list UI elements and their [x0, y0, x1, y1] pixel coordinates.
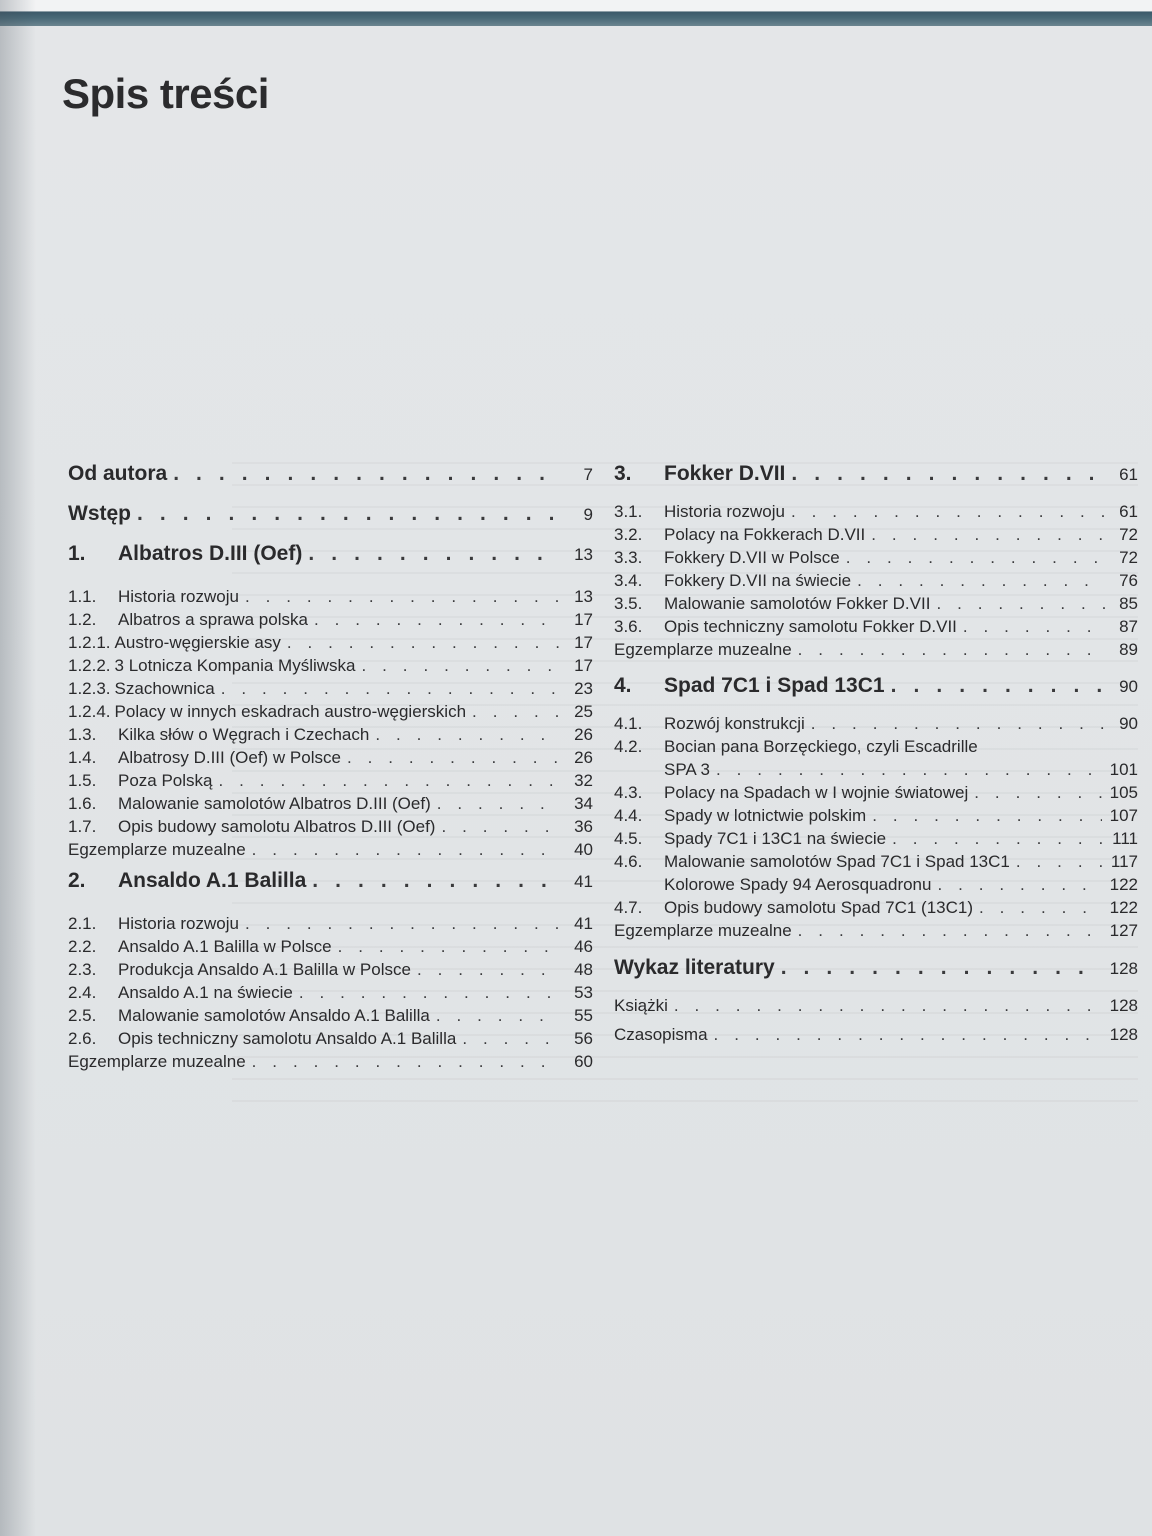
- dot-leader: [219, 771, 562, 791]
- dot-leader: [462, 1029, 561, 1049]
- section-number: 3.4.: [614, 571, 643, 590]
- toc-section: [614, 829, 1138, 852]
- dot-leader: [791, 462, 1106, 486]
- section-number: 2.5.: [68, 1006, 97, 1025]
- section-number: 4.6.: [614, 852, 643, 871]
- dot-leader: [811, 714, 1106, 734]
- toc-page-number: 23: [574, 679, 593, 698]
- dot-leader: [674, 996, 1102, 1016]
- toc-page-number: 32: [574, 771, 593, 790]
- toc-section: [68, 587, 593, 610]
- toc-page-number: 60: [574, 1052, 593, 1071]
- section-title: Polacy w innych eskadrach austro-węgierskich: [114, 702, 467, 721]
- section-number: 1.4.: [68, 748, 97, 767]
- section-title: Ansaldo A.1 na świecie: [118, 983, 293, 1002]
- section-title: Kilka słów o Węgrach i Czechach: [118, 725, 370, 744]
- dot-leader: [173, 462, 561, 486]
- toc-museum-entry: [614, 921, 1138, 944]
- toc-subsection: [614, 875, 1138, 898]
- dot-leader: [857, 571, 1106, 591]
- dot-leader: [245, 587, 561, 607]
- toc-page-number: 17: [574, 610, 593, 629]
- dot-leader: [936, 594, 1106, 614]
- toc-page-number: 105: [1109, 783, 1138, 802]
- dot-leader: [979, 898, 1102, 918]
- toc-page-number: 61: [1119, 465, 1138, 484]
- dot-leader: [375, 725, 561, 745]
- toc-page-number: 9: [583, 505, 593, 524]
- section-title: Fokkery D.VII w Polsce: [664, 548, 840, 567]
- section-title: Historia rozwoju: [664, 502, 785, 521]
- section-title: Produkcja Ansaldo A.1 Balilla w Polsce: [118, 960, 411, 979]
- toc-chapter-2: [68, 869, 593, 903]
- toc-page-number: 36: [574, 817, 593, 836]
- section-title: Opis budowy samolotu Albatros D.III (Oef): [118, 817, 436, 836]
- page-gutter-shadow: [0, 0, 36, 1536]
- toc-section: [68, 771, 593, 794]
- subsection-title: Kolorowe Spady 94 Aerosquadronu: [664, 875, 932, 894]
- toc-entry-literature: [614, 956, 1138, 990]
- toc-section: [614, 737, 1138, 760]
- section-title: Polacy na Fokkerach D.VII: [664, 525, 866, 544]
- section-title: Spady w lotnictwie polskim: [664, 806, 867, 825]
- section-title: Opis techniczny samolotu Ansaldo A.1 Balilla: [118, 1029, 457, 1048]
- section-number: 4.2.: [614, 737, 643, 756]
- toc-section: [68, 748, 593, 771]
- section-number: 3.5.: [614, 594, 643, 613]
- chapter-number: 4.: [614, 674, 632, 697]
- section-number: 2.4.: [68, 983, 97, 1002]
- toc-page-number: 26: [574, 725, 593, 744]
- section-number: 1.5.: [68, 771, 97, 790]
- toc-section: [614, 502, 1138, 525]
- dot-leader: [347, 748, 561, 768]
- dot-leader: [437, 794, 561, 814]
- section-title: Austro-węgierskie asy: [114, 633, 281, 652]
- section-title-line-2: SPA 3: [664, 760, 710, 779]
- toc-museum-entry: [614, 640, 1138, 663]
- section-title-line-1: Bocian pana Borzęckiego, czyli Escadrille: [664, 737, 978, 756]
- chapter-title: Albatros D.III (Oef): [118, 542, 303, 565]
- toc-section: [614, 525, 1138, 548]
- toc-page-number: 127: [1109, 921, 1138, 940]
- toc-page-number: 56: [574, 1029, 593, 1048]
- dot-leader: [287, 633, 561, 653]
- section-number: 2.6.: [68, 1029, 97, 1048]
- section-number: 3.6.: [614, 617, 643, 636]
- section-number: 4.7.: [614, 898, 643, 917]
- page-top-edge: [0, 0, 1152, 26]
- journals-label: Czasopisma: [614, 1025, 708, 1044]
- toc-page-number: 25: [574, 702, 593, 721]
- toc-section-continuation: [614, 760, 1138, 783]
- section-title: Poza Polską: [118, 771, 213, 790]
- section-number: 1.2.1.: [68, 633, 111, 652]
- section-number: 4.5.: [614, 829, 643, 848]
- dot-leader: [436, 1006, 561, 1026]
- toc-section: [68, 610, 593, 633]
- toc-page-number: 90: [1119, 714, 1138, 733]
- toc-section: [614, 594, 1138, 617]
- toc-page-number: 72: [1119, 525, 1138, 544]
- section-title: Opis techniczny samolotu Fokker D.VII: [664, 617, 957, 636]
- dot-leader: [937, 875, 1101, 895]
- section-title: Rozwój konstrukcji: [664, 714, 805, 733]
- dot-leader: [362, 656, 562, 676]
- section-number: 2.3.: [68, 960, 97, 979]
- toc-page-number: 13: [574, 587, 593, 606]
- toc-entry-label: Wstęp: [68, 502, 131, 525]
- toc-chapter-1: [68, 542, 593, 576]
- chapter-number: 2.: [68, 869, 86, 892]
- toc-page-number: 7: [583, 465, 593, 484]
- toc-page-number: 85: [1119, 594, 1138, 613]
- dot-leader: [338, 937, 561, 957]
- toc-page-number: 128: [1109, 959, 1138, 978]
- toc-page-number: 87: [1119, 617, 1138, 636]
- dot-leader: [846, 548, 1106, 568]
- toc-page-number: 128: [1109, 1025, 1138, 1044]
- toc-section: [614, 617, 1138, 640]
- section-title: 3 Lotnicza Kompania Myśliwska: [114, 656, 356, 675]
- toc-entry-label: Wykaz literatury: [614, 956, 775, 979]
- section-number: 2.1.: [68, 914, 97, 933]
- dot-leader: [472, 702, 561, 722]
- section-title: Ansaldo A.1 Balilla w Polsce: [118, 937, 332, 956]
- toc-page-number: 41: [574, 872, 593, 891]
- toc-entry-label: Od autora: [68, 462, 168, 485]
- section-title: Opis budowy samolotu Spad 7C1 (13C1): [664, 898, 973, 917]
- toc-chapter-4: [614, 674, 1138, 708]
- toc-page-number: 13: [574, 545, 593, 564]
- dot-leader: [314, 610, 561, 630]
- dot-leader: [974, 783, 1101, 803]
- toc-section: [68, 1006, 593, 1029]
- toc-section: [614, 806, 1138, 829]
- toc-page-number: 53: [574, 983, 593, 1002]
- section-title: Spady 7C1 i 13C1 na świecie: [664, 829, 887, 848]
- toc-page-number: 41: [574, 914, 593, 933]
- toc-page-number: 107: [1109, 806, 1138, 825]
- toc-page-number: 128: [1109, 996, 1138, 1015]
- dot-leader: [441, 817, 561, 837]
- section-title: Szachownica: [114, 679, 215, 698]
- section-number: 4.3.: [614, 783, 643, 802]
- toc-page-number: 72: [1119, 548, 1138, 567]
- toc-section: [68, 633, 593, 656]
- dot-leader: [312, 869, 561, 893]
- toc-page-number: 76: [1119, 571, 1138, 590]
- section-number: 1.6.: [68, 794, 97, 813]
- chapter-title: Spad 7C1 i Spad 13C1: [664, 674, 885, 697]
- toc-section: [68, 960, 593, 983]
- dot-leader: [252, 1052, 561, 1072]
- dot-leader: [892, 829, 1104, 849]
- toc-museum-entry: [68, 1052, 593, 1075]
- dot-leader: [714, 1025, 1102, 1045]
- toc-right-column: [614, 462, 1138, 1048]
- toc-page-number: 117: [1110, 852, 1138, 871]
- toc-section: [68, 656, 593, 679]
- toc-page-number: 61: [1119, 502, 1138, 521]
- section-title: Historia rozwoju: [118, 914, 239, 933]
- section-title: Malowanie samolotów Fokker D.VII: [664, 594, 931, 613]
- toc-section: [614, 852, 1138, 875]
- toc-page-number: 89: [1119, 640, 1138, 659]
- toc-section: [614, 548, 1138, 571]
- page-title: Spis treści: [62, 70, 269, 117]
- toc-section: [68, 725, 593, 748]
- section-title: Polacy na Spadach w I wojnie światowej: [664, 783, 969, 802]
- section-number: 1.1.: [68, 587, 97, 606]
- section-number: 1.7.: [68, 817, 97, 836]
- dot-leader: [891, 674, 1106, 698]
- toc-section: [68, 702, 593, 725]
- section-title: Fokkery D.VII na świecie: [664, 571, 852, 590]
- section-title: Albatrosy D.III (Oef) w Polsce: [118, 748, 341, 767]
- museum-label: Egzemplarze muzealne: [614, 640, 792, 659]
- toc-section: [614, 783, 1138, 806]
- toc-section: [614, 571, 1138, 594]
- toc-section: [68, 914, 593, 937]
- section-number: 3.1.: [614, 502, 643, 521]
- section-number: 3.2.: [614, 525, 643, 544]
- chapter-number: 1.: [68, 542, 86, 565]
- toc-literature-books: [614, 996, 1138, 1019]
- dot-leader: [963, 617, 1106, 637]
- dot-leader: [1016, 852, 1103, 872]
- toc-section: [68, 817, 593, 840]
- toc-section: [68, 937, 593, 960]
- toc-section: [68, 983, 593, 1006]
- section-number: 4.4.: [614, 806, 643, 825]
- section-title: Historia rozwoju: [118, 587, 239, 606]
- toc-page-number: 46: [574, 937, 593, 956]
- toc-page-number: 48: [574, 960, 593, 979]
- museum-label: Egzemplarze muzealne: [68, 840, 246, 859]
- dot-leader: [791, 502, 1106, 522]
- toc-section: [614, 898, 1138, 921]
- toc-section: [68, 794, 593, 817]
- section-title: Malowanie samolotów Spad 7C1 i Spad 13C1: [664, 852, 1010, 871]
- section-title: Albatros a sprawa polska: [118, 610, 308, 629]
- section-number: 1.3.: [68, 725, 97, 744]
- chapter-title: Ansaldo A.1 Balilla: [118, 869, 307, 892]
- dot-leader: [781, 956, 1102, 980]
- dot-leader: [798, 921, 1102, 941]
- toc-chapter-3: [614, 462, 1138, 496]
- section-number: 1.2.3.: [68, 679, 111, 698]
- toc-page-number: 122: [1109, 875, 1138, 894]
- dot-leader: [798, 640, 1106, 660]
- dot-leader: [245, 914, 561, 934]
- toc-page-number: 17: [574, 656, 593, 675]
- dot-leader: [308, 542, 561, 566]
- dot-leader: [872, 806, 1101, 826]
- section-number: 1.2.2.: [68, 656, 111, 675]
- toc-entry-wstep: [68, 502, 593, 536]
- chapter-title: Fokker D.VII: [664, 462, 786, 485]
- museum-label: Egzemplarze muzealne: [68, 1052, 246, 1071]
- books-label: Książki: [614, 996, 668, 1015]
- toc-page-number: 122: [1109, 898, 1138, 917]
- toc-page-number: 26: [574, 748, 593, 767]
- toc-museum-entry: [68, 840, 593, 863]
- toc-section: [68, 679, 593, 702]
- dot-leader: [221, 679, 561, 699]
- dot-leader: [252, 840, 561, 860]
- toc-entry-od-autora: [68, 462, 593, 496]
- toc-page-number: 55: [574, 1006, 593, 1025]
- dot-leader: [716, 760, 1102, 780]
- section-number: 1.2.4.: [68, 702, 111, 721]
- section-title: Malowanie samolotów Ansaldo A.1 Balilla: [118, 1006, 430, 1025]
- toc-left-column: [68, 462, 593, 1075]
- toc-section: [614, 714, 1138, 737]
- section-number: 4.1.: [614, 714, 643, 733]
- toc-page-number: 40: [574, 840, 593, 859]
- dot-leader: [871, 525, 1106, 545]
- toc-page-number: 101: [1109, 760, 1138, 779]
- dot-leader: [299, 983, 561, 1003]
- toc-literature-journals: [614, 1025, 1138, 1048]
- toc-section: [68, 1029, 593, 1052]
- section-number: 2.2.: [68, 937, 97, 956]
- toc-page-number: 111: [1112, 829, 1138, 848]
- dot-leader: [417, 960, 561, 980]
- dot-leader: [137, 502, 561, 526]
- toc-page-number: 17: [574, 633, 593, 652]
- museum-label: Egzemplarze muzealne: [614, 921, 792, 940]
- toc-page-number: 34: [574, 794, 593, 813]
- toc-page-number: 90: [1119, 677, 1138, 696]
- chapter-number: 3.: [614, 462, 632, 485]
- section-title: Malowanie samolotów Albatros D.III (Oef): [118, 794, 431, 813]
- section-number: 1.2.: [68, 610, 97, 629]
- section-number: 3.3.: [614, 548, 643, 567]
